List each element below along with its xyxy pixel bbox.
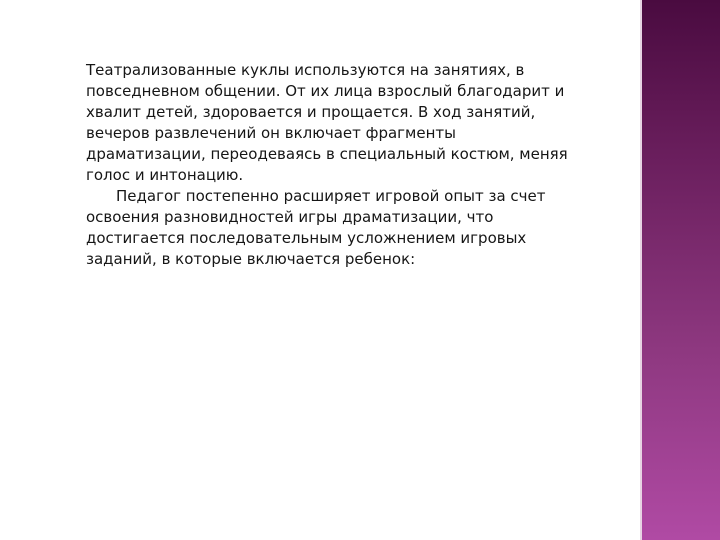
slide-body-text (86, 60, 578, 270)
paragraph-1: Театрализованные куклы используются на занятиях, в повседневном общении. От их лица взрослый благодарит и хвалит детей, здоровается и прощается. В ход занятий, вечеров развлечений он включает фрагменты драматизации, переодеваясь в специальный костюм, меняя голос и интонацию. (86, 61, 568, 184)
paragraph-2: Педагог постепенно расширяет игровой опыт за счет освоения разновидностей игры драматизации, что достигается последовательным усложнением игровых заданий, в которые включается ребенок: (86, 187, 546, 268)
side-decorative-band (642, 0, 720, 540)
